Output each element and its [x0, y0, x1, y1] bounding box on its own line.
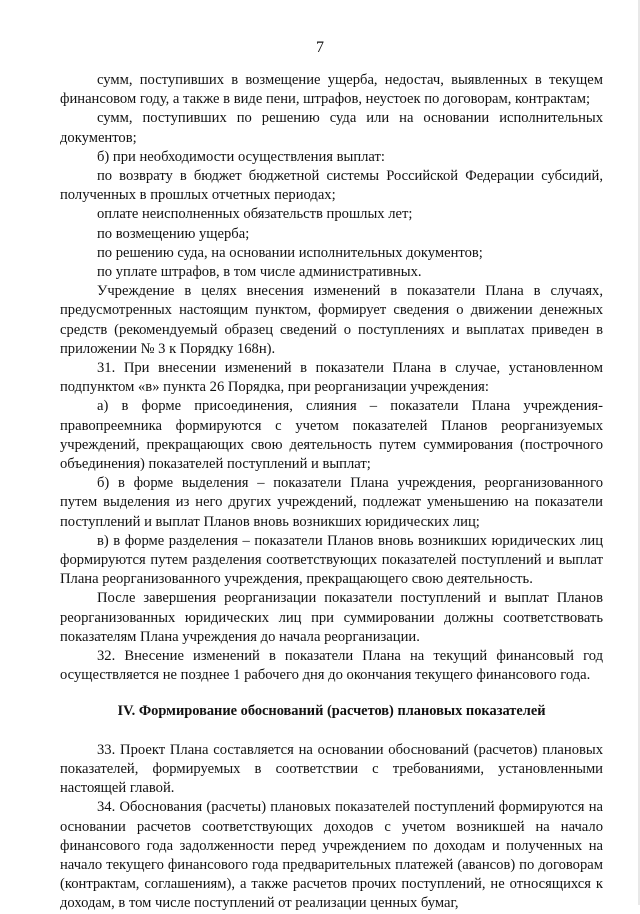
- paragraph-item-34: 34. Обоснования (расчеты) плановых показателей поступлений формируются на основании расчетов соответствующих доходов с учетом возникшей на начало финансового года задолженности перед учреждением по доходам и полученных на начало текущего финансового года предварительных платежей (авансов) по договорам (контрактам, соглашениям), а также расчетов прочих поступлений, не относящихся к доходам, в том числе поступлений от реализации ценных бумаг,: [60, 799, 603, 912]
- section-heading: IV. Формирование обоснований (расчетов) плановых показателей: [117, 702, 546, 719]
- paragraph: сумм, поступивших по решению суда или на основании исполнительных документов;: [60, 110, 603, 146]
- paragraph-item-33: 33. Проект Плана составляется на основании обоснований (расчетов) плановых показателей, формируемых в соответствии с требованиями, установленными настоящей главой.: [60, 741, 603, 797]
- paragraph: по уплате штрафов, в том числе административных.: [97, 264, 422, 281]
- paragraph: по возмещению ущерба;: [97, 225, 250, 242]
- paragraph-item-31: 31. При внесении изменений в показатели Плана в случае, установленном подпунктом «в» пункта 26 Порядка, при реорганизации учреждения:: [60, 360, 603, 396]
- paragraph: сумм, поступивших в возмещение ущерба, недостач, выявленных в текущем финансовом году, а также в виде пени, штрафов, неустоек по договорам, контрактам;: [60, 72, 603, 108]
- paragraph: а) в форме присоединения, слияния – показатели Плана учреждения-правопреемника формируются с учетом показателей Планов реорганизуемых учреждений, прекращающих свою деятельность путем суммирования (построчного объединения) показателей поступлений и выплат;: [60, 398, 603, 473]
- paragraph: по возврату в бюджет бюджетной системы Российской Федерации субсидий, полученных в прошлых отчетных периодах;: [60, 168, 603, 204]
- paragraph: б) в форме выделения – показатели Плана учреждения, реорганизованного путем выделения из него других учреждений, подлежат уменьшению на показатели поступлений и выплат Планов вновь возникших юридических лиц;: [60, 475, 603, 530]
- paragraph: по решению суда, на основании исполнительных документов;: [97, 244, 483, 261]
- paragraph: оплате неисполненных обязательств прошлых лет;: [97, 206, 413, 223]
- paragraph: в) в форме разделения – показатели Планов вновь возникших юридических лиц формируются путем разделения соответствующих показателей поступлений и выплат Плана реорганизованного учреждения, прекращающего свою деятельность.: [60, 532, 603, 588]
- paragraph-item-32: 32. Внесение изменений в показатели Плана на текущий финансовый год осуществляется не позднее 1 рабочего дня до окончания текущего финансового года.: [60, 648, 603, 684]
- paragraph: б) при необходимости осуществления выплат:: [97, 148, 385, 165]
- paragraph: Учреждение в целях внесения изменений в показатели Плана в случаях, предусмотренных настоящим пунктом, формирует сведения о движении денежных средств (рекомендуемый образец сведений о поступлениях и выплатах приведен в приложении № 3 к Порядку 168н).: [60, 283, 603, 357]
- paragraph: После завершения реорганизации показатели поступлений и выплат Планов реорганизованных юридических лиц при суммировании должны соответствовать показателям Плана учреждения до начала реорганизации.: [60, 590, 603, 645]
- page-number: 7: [316, 39, 324, 56]
- document-body: [60, 71, 603, 914]
